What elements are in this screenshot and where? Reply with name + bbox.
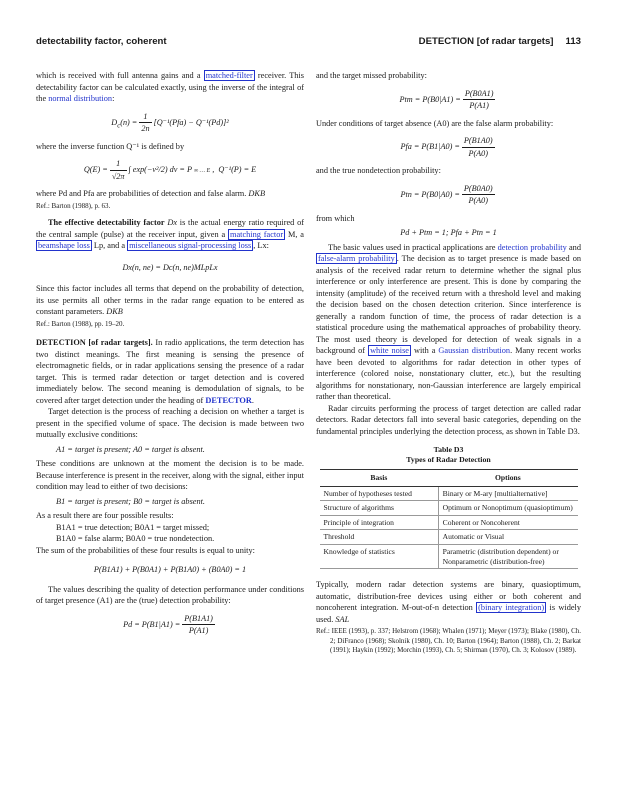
- denominator: 2n: [141, 124, 150, 133]
- text: . The decision as to target presence is made based on analysis of the received radar return to determine whether the signal plus interference or only interference are present. This is done by comparing the intensity (amplitude) of the received return with a threshold level and making the decision based on the chosen detection criterion. Since interference is generally a random function of time, the process of radar detection is a statistical procedure using the mathematical approaches of probability theory. The most used theory is developed for detection of weak signals in a background of: [316, 254, 582, 355]
- equation-dx: Dx(n, ne) = Dc(n, ne)MLpLx: [122, 262, 218, 272]
- entry-heading: DETECTION [of radar targets].: [36, 338, 153, 347]
- text: . Many recent works have been devoted to algorithms for radar detection in other types of interference (colored noise, nonstationary clutter, etc.), but the resulting algorithms for nonstationary, non-Gaussian interference are largely empirical rather than theoretical.: [316, 346, 581, 401]
- table-row: [320, 501, 578, 516]
- eq-fraction: [462, 135, 495, 159]
- paragraph: The values describing the quality of detection performance under conditions of target presence (A1) are the (true) detection probability:: [36, 584, 304, 605]
- paragraph: [316, 579, 581, 625]
- denominator: P(A1): [188, 626, 209, 635]
- text: Typically, modern radar detection systems are binary, quasioptimum, automatic, distribution-free devices using either or both coherent and noncoherent integration. M-out-of-n detection: [316, 580, 581, 613]
- running-head-left: detectability factor, coherent: [36, 36, 167, 47]
- paragraph: [36, 188, 304, 200]
- column-header: Options: [438, 470, 577, 487]
- condition-line: A1 = target is present; A0 = target is absent.: [56, 444, 205, 454]
- paragraph: where the inverse function Q⁻¹ is defined by: [36, 141, 185, 151]
- eq-lhs: D: [111, 117, 118, 127]
- numerator: P(B1A0): [462, 135, 495, 148]
- table-title: Table D3: [433, 445, 464, 454]
- eq-lhs: Ptn = P(B0|A0) =: [400, 189, 460, 199]
- page-number: 113: [565, 36, 581, 47]
- denominator: √2π: [111, 171, 125, 181]
- result-line: B1A0 = false alarm; B0A0 = true nondetection.: [56, 534, 215, 543]
- table-header-row: [320, 470, 578, 487]
- equation-ptm: [316, 88, 581, 112]
- text: In radio applications, the term detection has two distinct meanings. The first meaning is sensing the presence of electromagnetic fields, or in radar applications sensing the presence of a radar target. This is termed radar detection or target detection and is covered immediately below. The second meaning is demodulation of signals, to be covered after target detection under the heading of: [36, 338, 304, 405]
- text: The basic values used in practical applications are: [328, 242, 498, 252]
- paragraph: These conditions are unknown at the moment the decision is to be made. Because interference is present in the receiver, along with the signal, either input condition may lead to either of two decisions:: [36, 459, 304, 491]
- denominator: P(A0): [468, 148, 489, 158]
- link-detector[interactable]: DETECTOR: [205, 395, 252, 405]
- text: Lp, and a: [91, 241, 128, 250]
- running-head-title: DETECTION [of radar targets]: [418, 36, 554, 47]
- numerator: 1: [110, 158, 127, 171]
- numerator: P(B0A1): [463, 88, 496, 101]
- author-initials: DKB: [248, 189, 266, 198]
- denominator: P(A1): [469, 101, 489, 110]
- text: :: [112, 94, 115, 103]
- text: with a: [411, 346, 439, 355]
- paragraph: from which: [316, 213, 355, 223]
- table-cell: Optimum or Nonoptimum (quasioptimum): [438, 501, 577, 516]
- paragraph: Radar circuits performing the process of target detection are called radar detectors. Radar detectors fall into several basic categories, depending on the fundamental principles underlying the detection process, as shown in Table D3.: [316, 403, 581, 436]
- author-initials: DKB: [106, 307, 123, 316]
- table-cell: Coherent or Noncoherent: [438, 515, 577, 530]
- link-binary-integration[interactable]: (binary integration): [478, 603, 545, 613]
- table-subtitle: Types of Radar Detection: [406, 455, 491, 464]
- link-beamshape-loss[interactable]: beamshape loss: [38, 241, 90, 250]
- link-gaussian-distribution[interactable]: Gaussian distribution: [438, 346, 511, 355]
- table-cell: Number of hypotheses tested: [320, 486, 439, 501]
- paragraph: [36, 283, 304, 318]
- reference: Ref.: Barton (1988), p. 63.: [36, 201, 111, 210]
- table-row: [320, 486, 578, 501]
- reference: Ref.: Barton (1988), pp. 19–20.: [36, 319, 125, 328]
- table-row: [320, 544, 578, 568]
- equation-ptn: [316, 183, 581, 207]
- link-misc-signal-processing-loss[interactable]: miscellaneous signal-processing loss: [129, 241, 252, 250]
- paragraph: [36, 70, 304, 105]
- column-header: Basis: [320, 470, 439, 487]
- eq-rhs: Q⁻¹(P) = E: [218, 164, 257, 174]
- link-matched-filter[interactable]: matched-filter: [205, 71, 253, 80]
- paragraph: The sum of the probabilities of these four results is equal to unity:: [36, 545, 255, 555]
- table-cell: Automatic or Visual: [438, 530, 577, 545]
- eq-integral: ∫ exp(−v²/2) dv = P: [128, 164, 192, 174]
- paragraph: [36, 217, 304, 252]
- eq-arg: (n) =: [120, 117, 138, 127]
- eq-fraction: [110, 158, 127, 182]
- equation-pd: [36, 613, 304, 637]
- eq-fraction: [182, 613, 215, 637]
- symbol: Dx: [164, 218, 177, 227]
- numerator: P(B0A0): [462, 183, 495, 196]
- running-head-right: [419, 36, 581, 47]
- equation-q: Q(E) = $\frac{1}{√2\pi}$ ∫ exp(−v²/2) dv = P ∞ … E , Q⁻¹(P) = E: [83, 159, 257, 181]
- text: receiver. This detectability factor can be calculated exactly, using the inverse of the integral of the: [36, 71, 304, 103]
- link-detection-probability[interactable]: detection probability: [497, 242, 567, 252]
- text: and: [566, 242, 581, 252]
- eq-lhs: Pfa = P(B1|A0) =: [400, 141, 460, 151]
- text: M, a: [285, 229, 304, 239]
- eq-fraction: [463, 88, 496, 112]
- table-cell: Principle of integration: [320, 515, 439, 530]
- link-false-alarm-probability[interactable]: false-alarm probability: [318, 254, 395, 263]
- term-heading: The effective detectability factor: [48, 218, 165, 227]
- result-line: B1A1 = true detection; B0A1 = target missed;: [56, 522, 210, 532]
- link-white-noise[interactable]: white noise: [370, 346, 409, 355]
- denominator: P(A0): [468, 196, 489, 205]
- text: Since this factor includes all terms that depend on the probability of detection, its use permits all other terms in the radar range equation to be entered as constant parameters.: [36, 284, 304, 316]
- paragraph: and the target missed probability:: [316, 71, 427, 80]
- equation-sum: P(B1A1) + P(B0A1) + P(B1A0) + (B0A0) = 1: [93, 565, 247, 574]
- table-cell: Parametric (distribution dependent) or Nonparametric (distribution-free): [438, 544, 577, 568]
- text: where Pd and Pfa are probabilities of detection and false alarm.: [36, 189, 247, 198]
- link-normal-distribution[interactable]: normal distribution: [48, 94, 113, 103]
- numerator: P(B1A1): [182, 613, 215, 626]
- eq-lhs: Q(E) =: [83, 164, 108, 174]
- right-column: [316, 70, 581, 656]
- condition-line: B1 = target is present; B0 = target is absent.: [56, 496, 206, 506]
- radar-detection-table: [320, 469, 578, 569]
- equation-sums: Pd + Ptm = 1; Pfa + Ptn = 1: [400, 228, 497, 237]
- paragraph: [316, 242, 581, 403]
- text: which is received with full antenna gains and a: [36, 71, 204, 80]
- eq-fraction: [462, 183, 495, 207]
- text: is the actual energy ratio required of the central sample (pulse) at the receiver input, given a: [36, 218, 304, 239]
- table-row: [320, 530, 578, 545]
- eq-rhs: [Q⁻¹(Pfa) − Q⁻¹(Pd)]²: [153, 117, 229, 127]
- table-cell: Knowledge of statistics: [320, 544, 439, 568]
- paragraph: Under conditions of target absence (A0) are the false alarm probability:: [316, 118, 554, 128]
- table-row: [320, 515, 578, 530]
- numerator: 1: [139, 111, 151, 124]
- reference: Ref.: IEEE (1993), p. 337; Helstrom (1968); Whalen (1971); Meyer (1973); Blake (1980), Ch. 2; DiFranco (1968); Skolnik (1980), Ch. 10; Barton (1964); Barton (1988), Ch. 2; Barkat (1991); Haykin (1992); Morchin (1993), Ch. 5; Shirman (1970), Ch. 3; Kolosov (1989).: [316, 627, 581, 655]
- text: is widely used.: [316, 603, 581, 624]
- table-cell: Binary or M-ary [multialternative]: [438, 486, 577, 501]
- text: , Lx:: [253, 241, 269, 250]
- paragraph: [36, 337, 304, 406]
- link-matching-factor[interactable]: matching factor: [230, 229, 284, 239]
- left-column: [36, 70, 304, 643]
- eq-fraction: [139, 111, 151, 135]
- eq-lhs: Ptm = P(B0|A1) =: [399, 94, 461, 104]
- table-cell: Threshold: [320, 530, 439, 545]
- paragraph: and the true nondetection probability:: [316, 166, 441, 175]
- eq-limits: ∞ … E: [193, 167, 211, 174]
- text: .: [251, 395, 254, 405]
- paragraph: As a result there are four possible results:: [36, 511, 174, 520]
- equation-pfa: [316, 135, 581, 159]
- table-cell: Structure of algorithms: [320, 501, 439, 516]
- page-header: [36, 36, 581, 50]
- eq-lhs: Pd = P(B1|A1) =: [123, 619, 181, 629]
- equation-dc: [36, 111, 304, 135]
- eq-sub: c: [117, 122, 121, 130]
- author-initials: SAL: [335, 614, 350, 624]
- paragraph: Target detection is the process of reaching a decision on whether a target is present in the specified volume of space. The decision is made between two mutually exclusive conditions:: [36, 407, 304, 439]
